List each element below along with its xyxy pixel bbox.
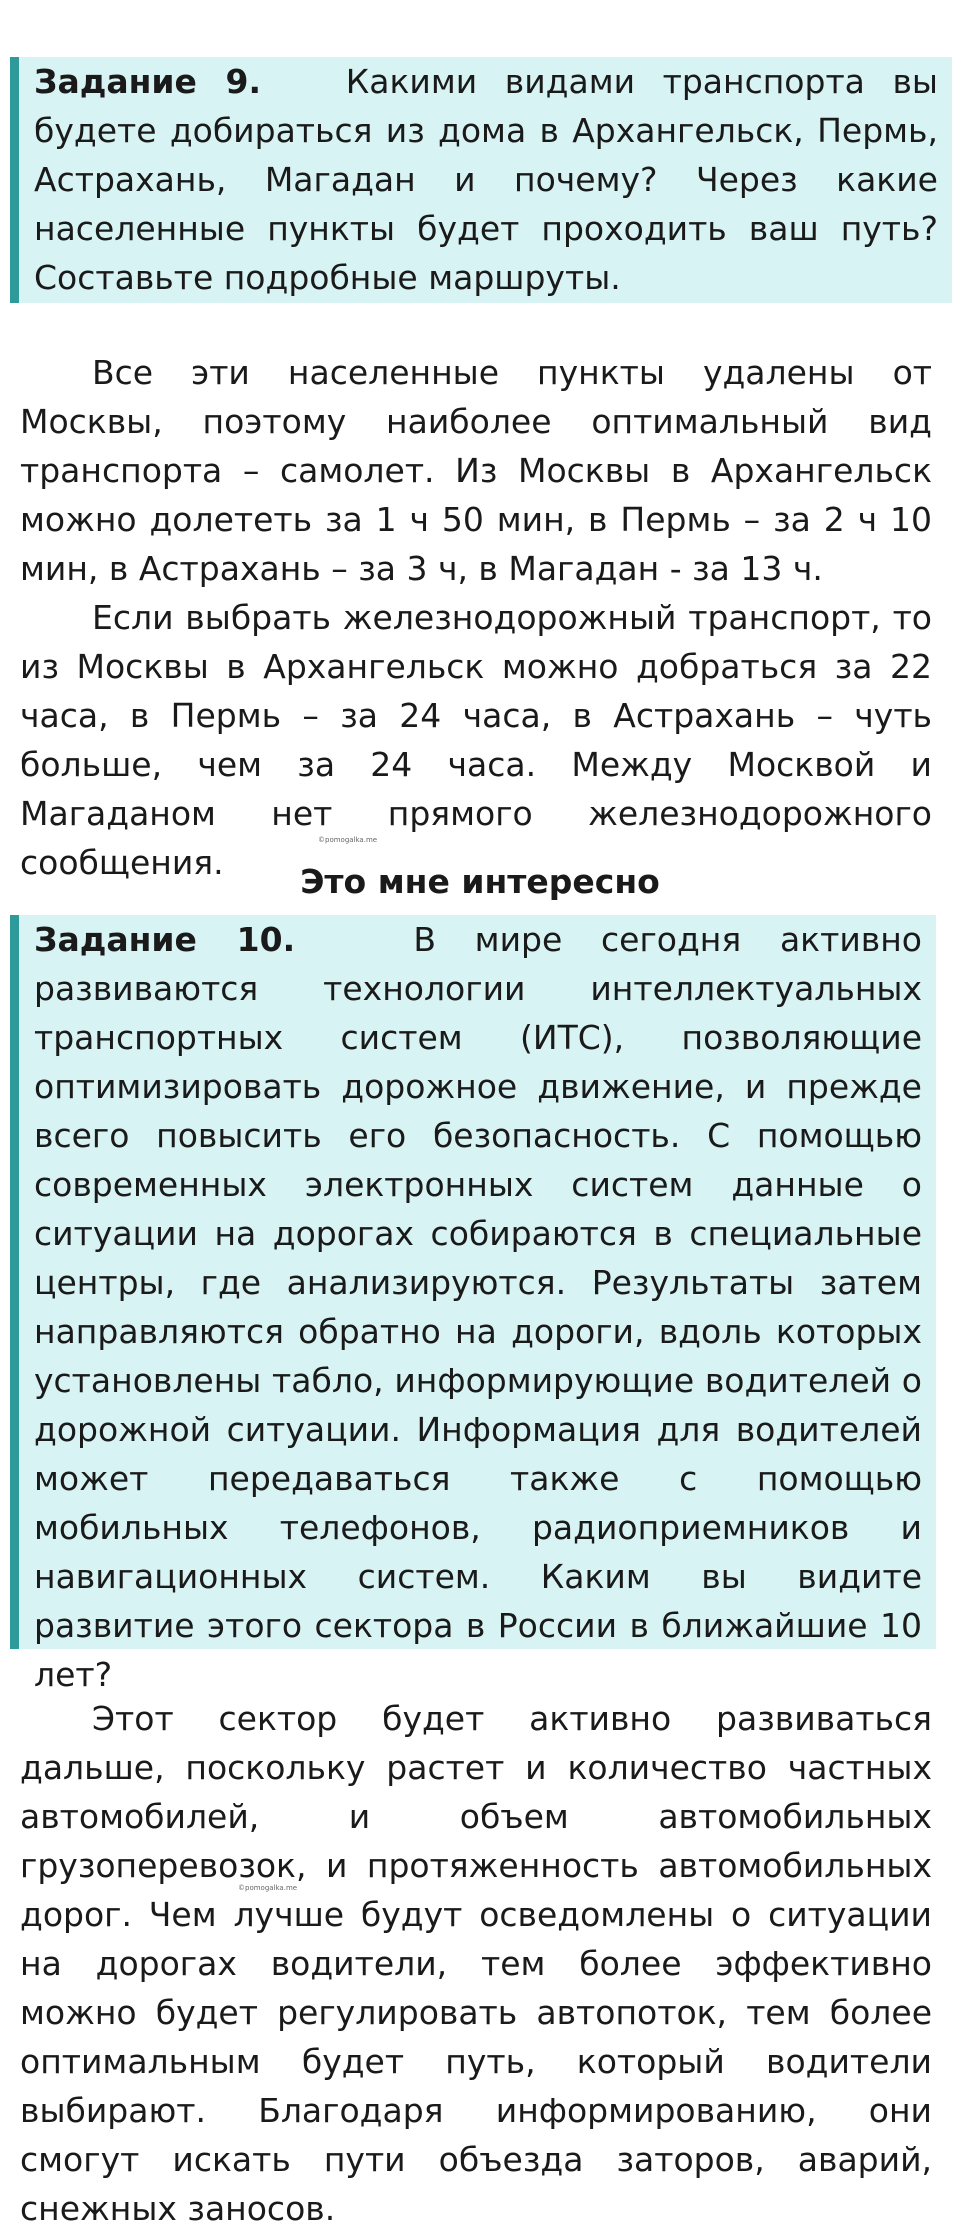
answer-10 xyxy=(20,1694,932,2233)
watermark: ©pomogalka.me xyxy=(318,836,378,844)
task-9-text: Какими видами транспорта вы будете добираться из дома в Архангельск, Пермь, Астрахань, Магадан и почему? Через какие населенные пункты будет проходить ваш путь? Составьте подробные маршруты. xyxy=(34,62,938,297)
answer-9 xyxy=(20,348,932,887)
task-9-box xyxy=(10,57,952,303)
task-9-label: Задание 9. xyxy=(34,62,319,101)
watermark-2: ©pomogalka.me xyxy=(238,1884,298,1892)
answer-10-paragraph-1: Этот сектор будет активно развиваться дальше, поскольку растет и количество частных автомобилей, и объем автомобильных грузоперевозок, и протяженность автомобильных дорог. Чем лучше будут осведомлены о ситуации на дорогах водители, тем более эффективно можно будет регулировать автопоток, тем более оптимальным будет путь, который водители выбирают. Благодаря информированию, они смогут искать пути объезда заторов, аварий, снежных заносов. xyxy=(20,1699,932,2228)
section-heading: Это мне интересно xyxy=(300,862,660,901)
task-10-text: В мире сегодня активно развиваются технологии интеллектуальных транспортных систем (ИТС), позволяющие оптимизировать дорожное движение, и прежде всего повысить его безопасность. С помощью современных электронных систем данные о ситуации на дорогах собираются в специальные центры, где анализируются. Результаты затем направляются обратно на дороги, вдоль которых установлены табло, информирующие водителей о дорожной ситуации. Информация для водителей может передаваться также с помощью мобильных телефонов, радиоприемников и навигационных систем. Каким вы видите развитие этого сектора в России в ближайшие 10 лет? xyxy=(34,920,922,1694)
answer-9-paragraph-1: Все эти населенные пункты удалены от Москвы, поэтому наиболее оптимальный вид транспорта – самолет. Из Москвы в Архангельск можно долететь за 1 ч 50 мин, в Пермь – за 2 ч 10 мин, в Астрахань – за 3 ч, в Магадан - за 13 ч. xyxy=(20,353,932,588)
task-10-label: Задание 10. xyxy=(34,920,375,959)
answer-9-paragraph-2: Если выбрать железнодорожный транспорт, то из Москвы в Архангельск можно добраться за 22 часа, в Пермь – за 24 часа, в Астрахань – чуть больше, чем за 24 часа. Между Москвой и Магаданом нет прямого железнодорожного сообщения. xyxy=(20,598,932,882)
task-10-box xyxy=(10,915,936,1694)
